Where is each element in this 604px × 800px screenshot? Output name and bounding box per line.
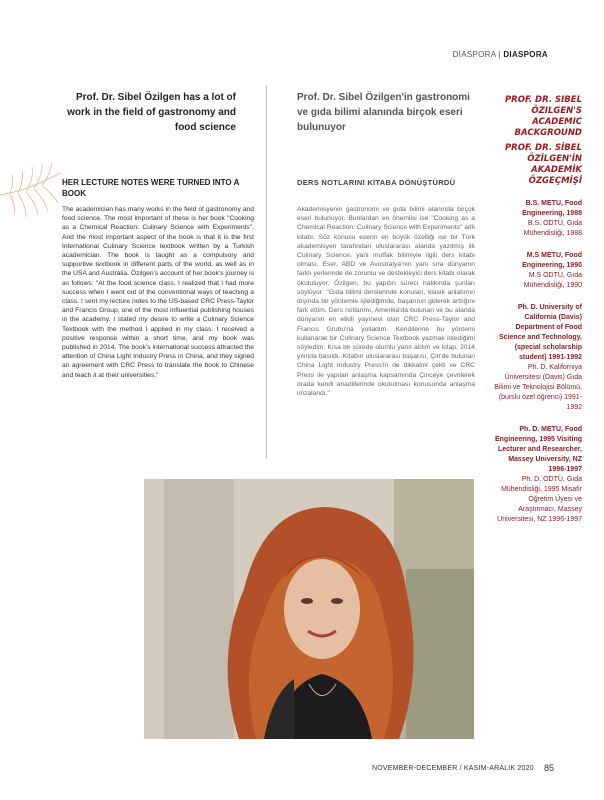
page-header	[453, 50, 548, 59]
education-entry	[490, 303, 582, 413]
leaf-ornament-icon	[0, 155, 70, 235]
education-entry-english: B.S. METU, Food Engineering, 1988	[522, 200, 582, 217]
title-turkish: Prof. Dr. Sibel Özilgen'in gastronomi ve gıda bilimi alanında birçok eseri bulunuyor	[297, 92, 470, 133]
education-entry	[490, 251, 582, 291]
sidebar-title-english: PROF. DR. SIBEL ÖZILGEN'S ACADEMIC BACKGROUND	[504, 95, 582, 138]
education-entry-turkish: M.S ODTÜ, Gıda Mühendisliği, 1990	[523, 272, 582, 289]
body-text-turkish: Akademisyenin gastronomi ve gıda bilimi alanında birçok eseri bulunuyor. Bunlardan en önemlisi ise "Cooking as a Chemical Reaction: Culinary Science with Experiments" adlı kitabı. Söz konusu eserin en büyük özelliği ise bir Türk akademisyen tarafından uluslararası alanda yazılmış ilk Culinary Science, yani mutfak bilimiyle ilgili ders kitabı olması. Eser, ABD ve Avustralya'nın yanı sıra dünyanın farklı yerlerinde de zorunlu ve destekleyici ders kitabı olarak okutuluyor. Özilgen, bu yapıtın süreci hakkında şunları söylüyor: "Gıda bilimi derslerinde konuları, klasik anlatımın dışında bir yöntemle işlediğimde, başarının giderek arttığını fark ettim. Ders notlarımı, Amerika'da bulunan ve bu alanda dünyanın en etkili yayınevi olan CRC Press-Taylor and Francis Grubu'na yolladım. Kendilerine bu yöntemi kullanarak bir Culinary Science Textbook yazmak istediğimi söyledim. Kısa bir sürede olumlu yanıt aldım ve kitap, 2014 yılında basıldı. Kitabın uluslararası başarısı, Çin'de bulunan China Light Industry Press'in de dikkatini çekti ve CRC Press ile yapılan anlaşma kapsamında Çinceye çevrilerek orada kendi anadillerinde okutulması konusunda anlaşma imzalandı."	[297, 206, 475, 398]
education-entry	[490, 199, 582, 239]
section-separator: |	[495, 50, 504, 59]
education-entry-english: M.S METU, Food Engineering, 1990	[522, 252, 582, 269]
education-entry	[490, 425, 582, 525]
education-entry-turkish: Ph. D. ODTÜ, Gıda Mühendisliği, 1995 Misafir Öğretim Üyesi ve Araştırmacı, Massey Universitesi, NZ 1996-1997	[497, 476, 582, 523]
column-divider	[266, 86, 267, 458]
education-entry-turkish: B.S. ODTÜ, Gıda Mühendisliği, 1988	[523, 220, 582, 237]
education-entry-turkish: Ph. D. Kaliforniya Üniversitesi (Davis) Gıda Bilimi ve Teknolojisi Bölümü, (burslu özel öğrenci) 1991-1992	[494, 364, 582, 411]
title-english: Prof. Dr. Sibel Özilgen has a lot of work in the field of gastronomy and food science	[67, 92, 236, 133]
body-text-english: The academician has many works in the field of gastronomy and food science. The most important of these is her book "Cooking as a Chemical Reaction: Culinary Science with Experiments". And the most important aspect of the book is that it is the first International Culinary Science textbook written by a Turkish academician. The book is taught as a compulsory and supportive textbook in different parts of the world, as well as in the USA and Australia. Özilgen's account of her book's journey is as follows: "At the food science class, I realized that I had more success when I went out of the conventional ways of teaching a class. I sent my lecture notes to the US-based CRC Press-Taylor and Francis Group, one of the most influential publishing houses in the academy. I stated my desire to write a Culinary Science Textbook with the method I applied in my class. I received a positive response within a short time, and my book was published in 2014. The book's international success attracted the attention of China Light Industry Press in China, and they signed an agreement with CRC Press to translate the book to Chinese and teach it at their universities."	[62, 206, 254, 379]
page-number: 85	[544, 763, 555, 773]
subheading-english: HER LECTURE NOTES WERE TURNED INTO A BOOK	[62, 178, 240, 198]
section-label-tr: DİASPORA	[452, 50, 496, 59]
education-entry-english: Ph. D. University of California (Davis) Department of Food Science and Technology, (special scholarship student) 1991-1992	[499, 304, 582, 361]
section-label-en: DIASPORA	[503, 50, 548, 59]
portrait-photo	[144, 479, 474, 739]
subheading-turkish: DERS NOTLARINI KİTABA DÖNÜŞTÜRDÜ	[297, 178, 456, 187]
sidebar-title-turkish: PROF. DR. SİBEL ÖZİLGEN'İN AKADEMİK ÖZGEÇMİŞİ	[504, 143, 582, 186]
education-entry-english: Ph. D. METU, Food Engineering, 1995 Visiting Lecturer and Researcher, Massey University, NZ 1996-1997	[494, 426, 582, 473]
issue-footer: NOVEMBER-DECEMBER / KASIM-ARALIK 2020	[372, 765, 534, 772]
academic-background-sidebar	[490, 95, 582, 525]
